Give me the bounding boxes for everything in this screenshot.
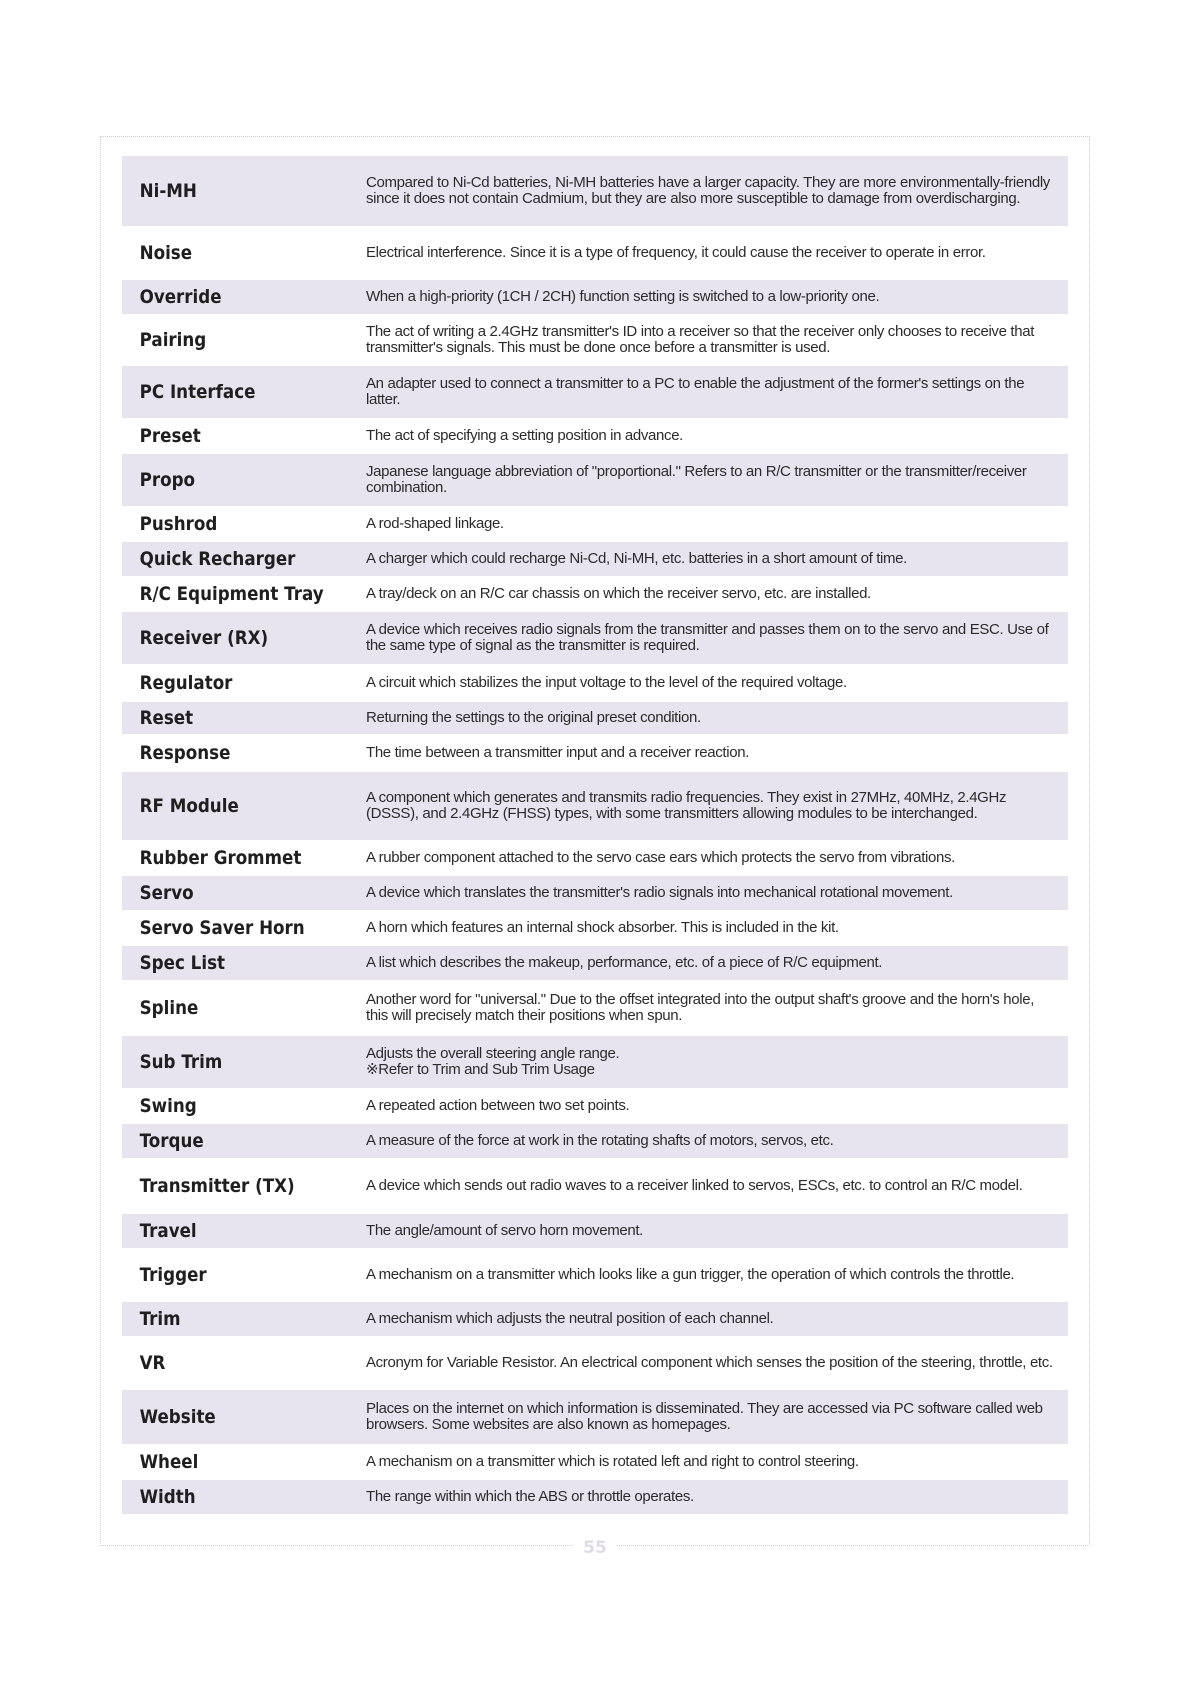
glossary-row [122,1480,1068,1516]
glossary-term: Website [139,1406,216,1428]
glossary-definition: A repeated action between two set points. [366,1097,630,1114]
glossary-definition [362,1046,1068,1078]
glossary-term: Ni-MH [139,180,197,202]
glossary-term: Reset [139,707,194,729]
glossary-row [122,876,1068,912]
glossary-row [122,1250,1068,1302]
glossary-row [122,228,1068,280]
glossary-term: Spec List [139,952,226,974]
glossary-term: Width [139,1486,196,1508]
definition-line: Adjusts the overall steering angle range. [366,1045,620,1062]
glossary-row [122,578,1068,612]
glossary-definition: A circuit which stabilizes the input voltage to the level of the required voltage. [366,674,847,691]
glossary-row [122,454,1068,508]
glossary-definition: Another word for "universal." Due to the offset integrated into the output shaft's groove and the horn's hole, this will precisely match their positions when spun. [366,991,1035,1024]
glossary-term: Regulator [139,672,233,694]
glossary-term: PC Interface [139,381,256,403]
glossary-definition: The act of writing a 2.4GHz transmitter's ID into a receiver so that the receiver only chooses to receive that transmitter's signals. This must be done once before a transmitter is used. [366,323,1035,356]
glossary-definition: Places on the internet on which information is disseminated. They are accessed via PC software called web browsers. Some websites are also known as homepages. [366,1400,1043,1433]
glossary-definition: When a high-priority (1CH / 2CH) function setting is switched to a low-priority one. [366,288,880,305]
glossary-row [122,772,1068,842]
glossary-term: Pairing [139,329,207,351]
glossary-row [122,702,1068,736]
glossary-term: Pushrod [139,513,218,535]
glossary-row [122,366,1068,420]
glossary-row [122,542,1068,578]
glossary-term: Propo [139,469,196,491]
glossary-term: Trigger [139,1264,207,1286]
glossary-definition: The angle/amount of servo horn movement. [366,1222,643,1239]
glossary-term: Receiver (RX) [139,627,269,649]
glossary-definition: A horn which features an internal shock absorber. This is included in the kit. [366,919,839,936]
glossary-definition: The range within which the ABS or throttle operates. [366,1488,694,1505]
glossary-term: R/C Equipment Tray [139,583,324,605]
glossary-definition: An adapter used to connect a transmitter to a PC to enable the adjustment of the former's settings on the latter. [366,375,1025,408]
glossary-definition: Compared to Ni-Cd batteries, Ni-MH batteries have a larger capacity. They are more environmentally-friendly since it does not contain Cadmium, but they are also more susceptible to damage from overdischarging. [366,174,1050,207]
glossary-definition: A rubber component attached to the servo case ears which protects the servo from vibrations. [366,849,955,866]
glossary-definition: A mechanism on a transmitter which looks like a gun trigger, the operation of which controls the throttle. [366,1266,1015,1283]
glossary-row [122,316,1068,366]
glossary-term: Spline [139,997,199,1019]
glossary-row [122,1338,1068,1390]
glossary-term: Quick Recharger [139,548,296,570]
glossary-term: VR [139,1352,166,1374]
glossary-row [122,1090,1068,1124]
glossary-table [122,156,1068,1516]
glossary-term: Response [139,742,231,764]
glossary-definition: A mechanism which adjusts the neutral position of each channel. [366,1310,774,1327]
glossary-row [122,1124,1068,1160]
glossary-row [122,1302,1068,1338]
page-number-text: 55 [573,1538,617,1558]
glossary-term: RF Module [139,795,239,817]
glossary-definition: The act of specifying a setting position in advance. [366,427,684,444]
glossary-term: Override [139,286,222,308]
glossary-definition: A tray/deck on an R/C car chassis on which the receiver servo, etc. are installed. [366,585,871,602]
glossary-definition: A measure of the force at work in the rotating shafts of motors, servos, etc. [366,1132,834,1149]
glossary-definition: A device which translates the transmitter's radio signals into mechanical rotational movement. [366,884,953,901]
glossary-row [122,420,1068,454]
glossary-definition: A mechanism on a transmitter which is rotated left and right to control steering. [366,1453,859,1470]
glossary-row [122,1214,1068,1250]
glossary-term: Servo Saver Horn [139,917,305,939]
glossary-row [122,1036,1068,1090]
glossary-definition: Acronym for Variable Resistor. An electrical component which senses the position of the steering, throttle, etc. [366,1354,1053,1371]
glossary-term: Preset [139,425,201,447]
glossary-definition: Electrical interference. Since it is a type of frequency, it could cause the receiver to operate in error. [366,244,986,261]
glossary-term: Transmitter (TX) [139,1175,295,1197]
glossary-row [122,280,1068,316]
definition-note: ※Refer to Trim and Sub Trim Usage [366,1061,595,1078]
glossary-row [122,982,1068,1036]
page-number [0,1538,1190,1558]
glossary-term: Noise [139,242,193,264]
glossary-definition: A rod-shaped linkage. [366,515,504,532]
glossary-row [122,1446,1068,1480]
glossary-term: Torque [139,1130,204,1152]
glossary-definition: The time between a transmitter input and a receiver reaction. [366,744,750,761]
glossary-definition: Japanese language abbreviation of "proportional." Refers to an R/C transmitter or the transmitter/receiver combination. [366,463,1027,496]
glossary-definition: A charger which could recharge Ni-Cd, Ni-MH, etc. batteries in a short amount of time. [366,550,907,567]
glossary-row [122,508,1068,542]
glossary-row [122,612,1068,666]
glossary-definition: A list which describes the makeup, performance, etc. of a piece of R/C equipment. [366,954,883,971]
glossary-definition: Returning the settings to the original preset condition. [366,709,701,726]
glossary-definition: A device which receives radio signals from the transmitter and passes them on to the servo and ESC. Use of the same type of signal as the transmitter is required. [366,621,1049,654]
glossary-row [122,912,1068,946]
glossary-term: Rubber Grommet [139,847,302,869]
glossary-term: Wheel [139,1451,199,1473]
glossary-row [122,666,1068,702]
glossary-definition: A component which generates and transmits radio frequencies. They exist in 27MHz, 40MHz, 2.4GHz (DSSS), and 2.4GHz (FHSS) types, with some transmitters allowing modules to be interchanged. [366,789,1007,822]
glossary-row [122,842,1068,876]
glossary-row [122,946,1068,982]
glossary-row [122,156,1068,228]
glossary-term: Travel [139,1220,197,1242]
glossary-row [122,1160,1068,1214]
glossary-definition: A device which sends out radio waves to a receiver linked to servos, ESCs, etc. to control an R/C model. [366,1177,1023,1194]
glossary-row [122,736,1068,772]
glossary-term: Servo [139,882,194,904]
glossary-row [122,1390,1068,1446]
glossary-term: Swing [139,1095,197,1117]
glossary-term: Trim [139,1308,181,1330]
glossary-term: Sub Trim [139,1051,223,1073]
